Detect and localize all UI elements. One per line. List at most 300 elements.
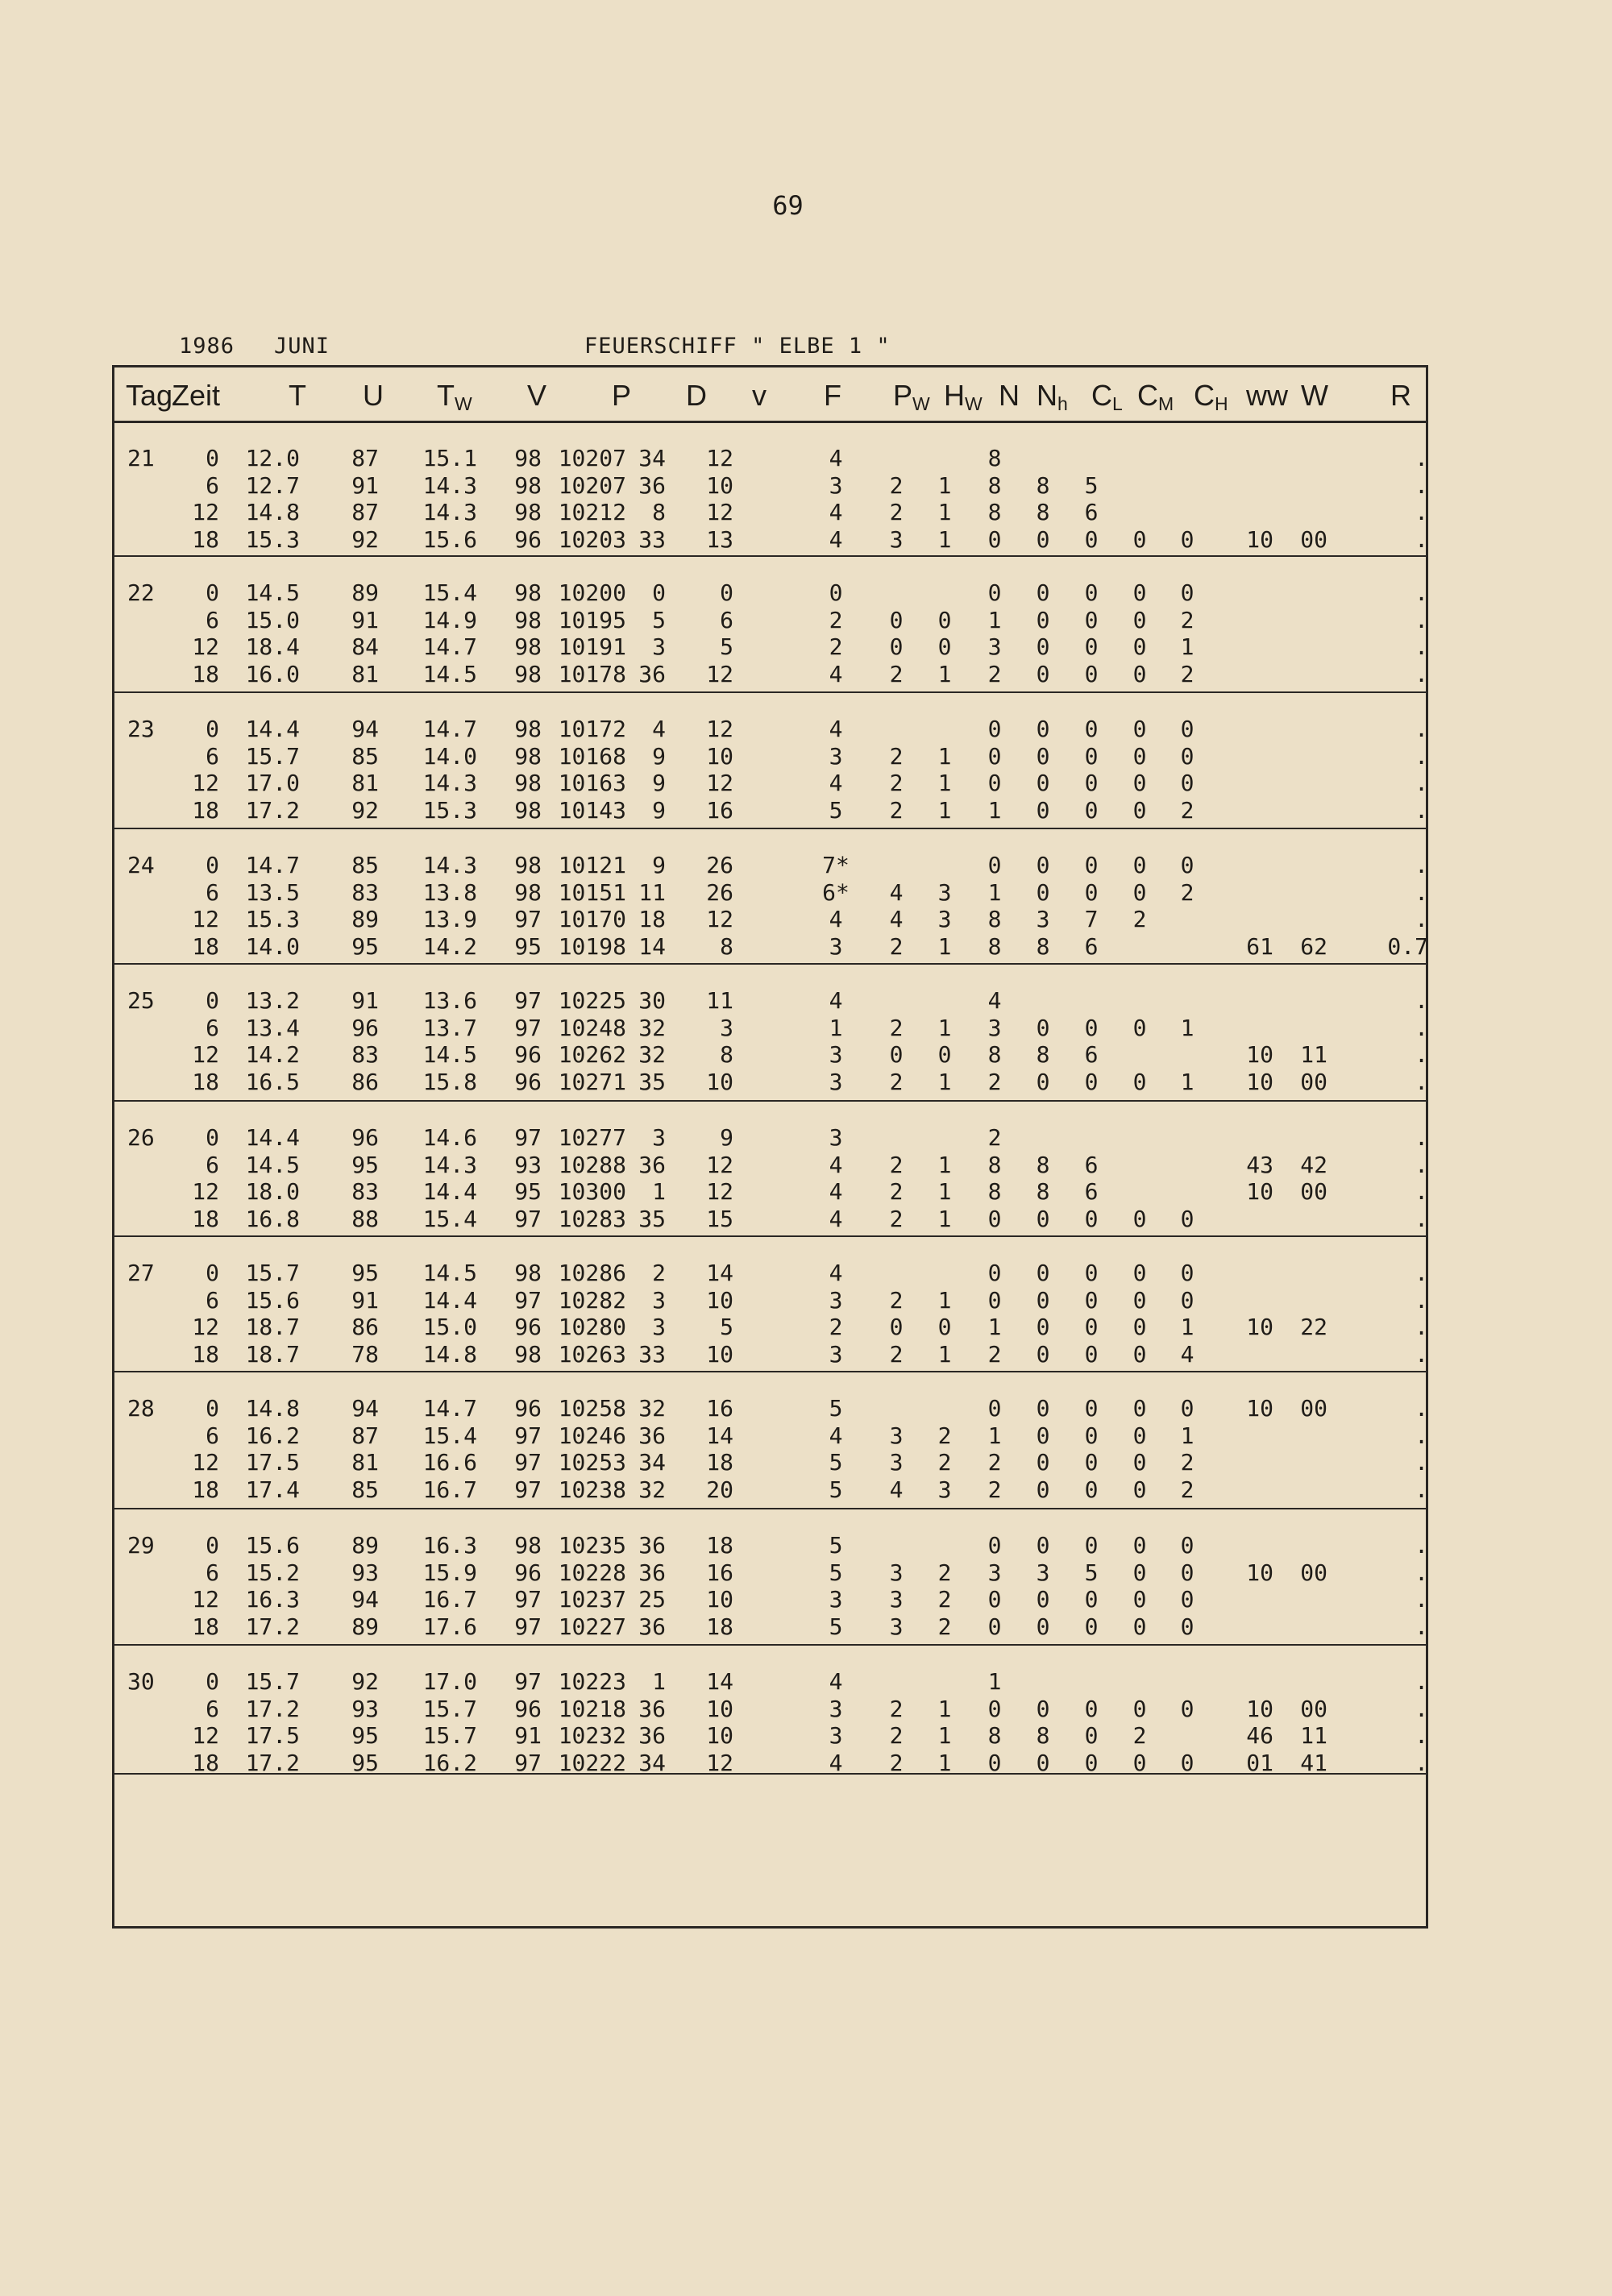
cell-zeit: 6: [206, 471, 219, 499]
col-hw: $H_W$: [944, 379, 983, 414]
cell-nh: 0: [1036, 1422, 1050, 1449]
cell-nh: 0: [1036, 878, 1050, 906]
cell-ch: 0: [1180, 1586, 1194, 1613]
cell-cl: 0: [1084, 716, 1099, 742]
cell-zeit: 0: [206, 1395, 219, 1422]
cell-v: 98: [514, 1340, 542, 1368]
col-pw: $P_W$: [893, 379, 930, 414]
cell-t: 17.2: [245, 796, 300, 824]
cell-nh: 0: [1036, 852, 1050, 878]
cell-vs: 10: [706, 1068, 733, 1095]
cell-nh: 0: [1036, 660, 1050, 687]
cell-cl: 0: [1084, 1586, 1099, 1613]
cell-pw: 2: [889, 1014, 904, 1041]
cell-nh: 3: [1036, 906, 1050, 932]
cell-cm: 0: [1132, 1286, 1147, 1314]
cell-p: 10191: [558, 633, 626, 660]
cell-hw: 1: [937, 1749, 952, 1776]
cell-r: 0.7: [1387, 932, 1428, 960]
cell-vs: 8: [720, 932, 733, 960]
cell-d: 36: [638, 1695, 666, 1722]
col-tag: Tag: [126, 379, 173, 412]
cell-cm: 0: [1132, 660, 1147, 687]
cell-v: 97: [514, 1422, 542, 1449]
cell-ch: 2: [1180, 660, 1194, 687]
cell-vs: 5: [720, 633, 733, 660]
cell-vs: 16: [706, 1559, 733, 1586]
day-group: [114, 1235, 1426, 1372]
col-nh: $N_h$: [1037, 379, 1068, 414]
col-d: D: [686, 379, 707, 412]
cell-pw: 0: [889, 606, 904, 633]
cell-f: 4: [829, 1205, 843, 1232]
cell-zeit: 6: [206, 1014, 219, 1041]
cell-u: 93: [351, 1695, 379, 1722]
cell-u: 89: [351, 906, 379, 932]
cell-d: 9: [652, 742, 666, 770]
cell-tw: 14.6: [422, 1124, 477, 1151]
cell-t: 17.2: [245, 1613, 300, 1640]
cell-ww: 43: [1246, 1151, 1273, 1178]
cell-vs: 18: [706, 1532, 733, 1559]
cell-d: 34: [638, 1449, 666, 1476]
cell-pw: 3: [889, 525, 904, 553]
cell-zeit: 18: [192, 1749, 219, 1776]
cell-f: 5: [829, 1559, 843, 1586]
cell-p: 10258: [558, 1395, 626, 1422]
cell-p: 10235: [558, 1532, 626, 1559]
cell-hw: 0: [937, 606, 952, 633]
cell-ww: 10: [1246, 1068, 1273, 1095]
cell-d: 4: [652, 716, 666, 742]
cell-vs: 10: [706, 742, 733, 770]
cell-t: 17.2: [245, 1695, 300, 1722]
table-row: [114, 499, 1426, 526]
cell-ch: 1: [1180, 1422, 1194, 1449]
cell-vs: 15: [706, 1205, 733, 1232]
cell-tw: 14.3: [422, 471, 477, 499]
cell-ww: 01: [1246, 1749, 1273, 1776]
cell-tw: 14.2: [422, 932, 477, 960]
cell-hw: 1: [937, 796, 952, 824]
cell-zeit: 6: [206, 1422, 219, 1449]
cell-tw: 13.9: [422, 906, 477, 932]
cell-ch: 0: [1180, 1286, 1194, 1314]
cell-f: 2: [829, 1314, 843, 1340]
cell-v: 97: [514, 1449, 542, 1476]
cell-p: 10198: [558, 932, 626, 960]
cell-cm: 0: [1132, 606, 1147, 633]
table-row: [114, 1696, 1426, 1723]
cell-d: 5: [652, 606, 666, 633]
cell-w: 11: [1300, 1722, 1327, 1749]
cell-hw: 2: [937, 1422, 952, 1449]
cell-hw: 0: [937, 1041, 952, 1068]
day-tag: 23: [127, 716, 155, 742]
cell-ch: 1: [1180, 633, 1194, 660]
cell-d: 36: [638, 1559, 666, 1586]
cell-zeit: 0: [206, 852, 219, 878]
cell-zeit: 18: [192, 1068, 219, 1095]
cell-f: 4: [829, 987, 843, 1014]
cell-t: 13.4: [245, 1014, 300, 1041]
cell-w: 41: [1300, 1749, 1327, 1776]
cell-zeit: 12: [192, 770, 219, 796]
cell-d: 32: [638, 1476, 666, 1503]
cell-p: 10223: [558, 1668, 626, 1695]
cell-u: 87: [351, 1422, 379, 1449]
cell-r: .: [1415, 1014, 1428, 1041]
cell-tw: 14.3: [422, 852, 477, 878]
cell-ch: 0: [1180, 1532, 1194, 1559]
cell-ww: 61: [1246, 932, 1273, 960]
cell-v: 98: [514, 499, 542, 525]
cell-v: 96: [514, 1695, 542, 1722]
header-month: JUNI: [274, 334, 330, 359]
cell-n: 1: [987, 1314, 1002, 1340]
cell-vs: 5: [720, 1314, 733, 1340]
cell-vs: 12: [706, 445, 733, 471]
cell-w: 00: [1300, 1395, 1327, 1422]
table-row: [114, 852, 1426, 879]
cell-w: 62: [1300, 932, 1327, 960]
cell-cm: 0: [1132, 1532, 1147, 1559]
table-row: [114, 1178, 1426, 1206]
cell-nh: 0: [1036, 1260, 1050, 1286]
day-tag: 30: [127, 1668, 155, 1695]
cell-v: 98: [514, 633, 542, 660]
cell-n: 2: [987, 660, 1002, 687]
cell-t: 14.4: [245, 1124, 300, 1151]
cell-v: 98: [514, 796, 542, 824]
cell-f: 3: [829, 1041, 843, 1068]
cell-tw: 13.8: [422, 878, 477, 906]
cell-ch: 1: [1180, 1014, 1194, 1041]
table-row: [114, 1015, 1426, 1042]
cell-u: 87: [351, 445, 379, 471]
cell-p: 10227: [558, 1613, 626, 1640]
cell-n: 8: [987, 1151, 1002, 1178]
cell-zeit: 6: [206, 878, 219, 906]
cell-w: 00: [1300, 1695, 1327, 1722]
cell-cl: 0: [1084, 1340, 1099, 1368]
cell-t: 14.4: [245, 716, 300, 742]
cell-cl: 0: [1084, 852, 1099, 878]
cell-zeit: 0: [206, 1260, 219, 1286]
cell-nh: 8: [1036, 1722, 1050, 1749]
cell-u: 91: [351, 987, 379, 1014]
cell-v: 98: [514, 471, 542, 499]
cell-p: 10172: [558, 716, 626, 742]
cell-v: 98: [514, 660, 542, 687]
cell-tw: 16.2: [422, 1749, 477, 1776]
cell-zeit: 18: [192, 1613, 219, 1640]
cell-w: 00: [1300, 525, 1327, 553]
cell-v: 97: [514, 906, 542, 932]
cell-zeit: 6: [206, 1286, 219, 1314]
cell-cl: 0: [1084, 796, 1099, 824]
cell-vs: 0: [720, 579, 733, 606]
cell-pw: 0: [889, 1041, 904, 1068]
cell-r: .: [1415, 1532, 1428, 1559]
table-row: [114, 1395, 1426, 1422]
cell-r: .: [1415, 633, 1428, 660]
day-tag: 26: [127, 1124, 155, 1151]
cell-r: .: [1415, 906, 1428, 932]
table-row: [114, 797, 1426, 824]
cell-u: 95: [351, 1722, 379, 1749]
cell-p: 10262: [558, 1041, 626, 1068]
cell-v: 98: [514, 742, 542, 770]
cell-n: 0: [987, 525, 1002, 553]
cell-u: 89: [351, 1532, 379, 1559]
cell-r: .: [1415, 1695, 1428, 1722]
cell-n: 2: [987, 1449, 1002, 1476]
day-group: [114, 963, 1426, 1102]
cell-nh: 0: [1036, 579, 1050, 606]
cell-v: 97: [514, 1124, 542, 1151]
cell-n: 0: [987, 716, 1002, 742]
day-group: [114, 421, 1426, 557]
cell-u: 87: [351, 499, 379, 525]
cell-cm: 0: [1132, 1449, 1147, 1476]
cell-tw: 15.7: [422, 1695, 477, 1722]
cell-pw: 4: [889, 878, 904, 906]
table-row: [114, 1260, 1426, 1287]
cell-n: 0: [987, 1695, 1002, 1722]
cell-u: 81: [351, 770, 379, 796]
cell-tw: 16.7: [422, 1586, 477, 1613]
cell-cm: 0: [1132, 1476, 1147, 1503]
day-tag: 28: [127, 1395, 155, 1422]
table-row: [114, 633, 1426, 661]
cell-nh: 8: [1036, 932, 1050, 960]
cell-tw: 14.8: [422, 1340, 477, 1368]
cell-d: 34: [638, 1749, 666, 1776]
cell-d: 36: [638, 1613, 666, 1640]
cell-t: 15.7: [245, 1260, 300, 1286]
cell-r: .: [1415, 1205, 1428, 1232]
cell-v: 97: [514, 1586, 542, 1613]
cell-f: 3: [829, 1586, 843, 1613]
cell-f: 7*: [822, 852, 850, 878]
cell-zeit: 12: [192, 499, 219, 525]
cell-hw: 2: [937, 1586, 952, 1613]
cell-d: 33: [638, 1340, 666, 1368]
day-tag: 24: [127, 852, 155, 878]
cell-d: 1: [652, 1178, 666, 1205]
cell-pw: 2: [889, 1340, 904, 1368]
cell-zeit: 18: [192, 1476, 219, 1503]
cell-vs: 12: [706, 770, 733, 796]
cell-f: 4: [829, 499, 843, 525]
cell-t: 14.5: [245, 579, 300, 606]
cell-t: 18.0: [245, 1178, 300, 1205]
cell-vs: 12: [706, 1151, 733, 1178]
cell-u: 81: [351, 1449, 379, 1476]
cell-r: .: [1415, 770, 1428, 796]
cell-tw: 15.0: [422, 1314, 477, 1340]
cell-p: 10280: [558, 1314, 626, 1340]
cell-r: .: [1415, 525, 1428, 553]
cell-n: 1: [987, 796, 1002, 824]
cell-tw: 14.7: [422, 1395, 477, 1422]
cell-nh: 8: [1036, 1041, 1050, 1068]
cell-u: 86: [351, 1314, 379, 1340]
cell-u: 95: [351, 1151, 379, 1178]
cell-n: 0: [987, 1395, 1002, 1422]
cell-tw: 14.4: [422, 1286, 477, 1314]
cell-u: 94: [351, 716, 379, 742]
cell-u: 95: [351, 1260, 379, 1286]
cell-nh: 0: [1036, 1286, 1050, 1314]
cell-f: 5: [829, 1449, 843, 1476]
cell-r: .: [1415, 1749, 1428, 1776]
day-group: [114, 828, 1426, 965]
day-group: [114, 1371, 1426, 1509]
table-row: [114, 987, 1426, 1015]
cell-u: 85: [351, 742, 379, 770]
cell-nh: 0: [1036, 1205, 1050, 1232]
cell-p: 10143: [558, 796, 626, 824]
cell-ch: 0: [1180, 579, 1194, 606]
cell-zeit: 18: [192, 525, 219, 553]
cell-tw: 14.5: [422, 1260, 477, 1286]
cell-n: 8: [987, 499, 1002, 525]
table-row: [114, 1041, 1426, 1069]
col-n: N: [999, 379, 1020, 412]
cell-d: 35: [638, 1205, 666, 1232]
cell-f: 3: [829, 471, 843, 499]
cell-f: 3: [829, 742, 843, 770]
cell-zeit: 18: [192, 1205, 219, 1232]
cell-f: 5: [829, 1613, 843, 1640]
cell-d: 30: [638, 987, 666, 1014]
cell-tw: 14.4: [422, 1178, 477, 1205]
cell-p: 10218: [558, 1695, 626, 1722]
cell-d: 3: [652, 1314, 666, 1340]
cell-hw: 1: [937, 1340, 952, 1368]
cell-n: 8: [987, 1178, 1002, 1205]
cell-n: 8: [987, 471, 1002, 499]
cell-v: 96: [514, 525, 542, 553]
cell-u: 83: [351, 1041, 379, 1068]
cell-d: 32: [638, 1395, 666, 1422]
table-row: [114, 1449, 1426, 1476]
cell-cl: 0: [1084, 1014, 1099, 1041]
cell-v: 98: [514, 445, 542, 471]
table-row: [114, 1750, 1426, 1777]
cell-d: 9: [652, 852, 666, 878]
cell-t: 17.5: [245, 1722, 300, 1749]
cell-p: 10203: [558, 525, 626, 553]
cell-t: 15.0: [245, 606, 300, 633]
cell-v: 97: [514, 1668, 542, 1695]
cell-t: 14.0: [245, 932, 300, 960]
cell-tw: 14.3: [422, 499, 477, 525]
cell-u: 86: [351, 1068, 379, 1095]
cell-ch: 1: [1180, 1068, 1194, 1095]
cell-tw: 14.3: [422, 1151, 477, 1178]
cell-v: 97: [514, 1014, 542, 1041]
cell-t: 18.7: [245, 1340, 300, 1368]
cell-cm: 0: [1132, 716, 1147, 742]
cell-t: 17.2: [245, 1749, 300, 1776]
cell-vs: 3: [720, 1014, 733, 1041]
cell-nh: 8: [1036, 471, 1050, 499]
cell-v: 96: [514, 1395, 542, 1422]
cell-tw: 14.7: [422, 633, 477, 660]
cell-hw: 1: [937, 770, 952, 796]
col-p: P: [612, 379, 632, 412]
cell-d: 36: [638, 660, 666, 687]
table-row: [114, 1314, 1426, 1341]
cell-n: 0: [987, 1749, 1002, 1776]
table-row: [114, 1069, 1426, 1096]
cell-cl: 0: [1084, 878, 1099, 906]
cell-ch: 2: [1180, 796, 1194, 824]
cell-f: 4: [829, 1151, 843, 1178]
cell-pw: 2: [889, 1722, 904, 1749]
cell-cm: 0: [1132, 1559, 1147, 1586]
table-row: [114, 716, 1426, 743]
cell-tw: 16.3: [422, 1532, 477, 1559]
cell-v: 96: [514, 1314, 542, 1340]
cell-f: 3: [829, 932, 843, 960]
cell-cl: 0: [1084, 1068, 1099, 1095]
col-v: V: [527, 379, 547, 412]
cell-v: 96: [514, 1559, 542, 1586]
cell-n: 2: [987, 1068, 1002, 1095]
cell-v: 97: [514, 1286, 542, 1314]
cell-zeit: 12: [192, 906, 219, 932]
cell-hw: 1: [937, 742, 952, 770]
cell-pw: 2: [889, 1286, 904, 1314]
cell-pw: 2: [889, 1205, 904, 1232]
cell-r: .: [1415, 1395, 1428, 1422]
cell-p: 10200: [558, 579, 626, 606]
cell-d: 36: [638, 1532, 666, 1559]
cell-nh: 0: [1036, 796, 1050, 824]
cell-cm: 0: [1132, 525, 1147, 553]
cell-v: 97: [514, 1476, 542, 1503]
cell-d: 18: [638, 906, 666, 932]
cell-tw: 15.1: [422, 445, 477, 471]
cell-cl: 5: [1084, 471, 1099, 499]
cell-t: 14.7: [245, 852, 300, 878]
cell-tw: 15.3: [422, 796, 477, 824]
cell-cm: 0: [1132, 1613, 1147, 1640]
col-ww: ww: [1246, 379, 1288, 412]
cell-d: 3: [652, 1286, 666, 1314]
day-group: [114, 691, 1426, 829]
cell-r: .: [1415, 1668, 1428, 1695]
cell-p: 10286: [558, 1260, 626, 1286]
cell-f: 4: [829, 1422, 843, 1449]
cell-zeit: 0: [206, 1532, 219, 1559]
col-r: R: [1390, 379, 1411, 412]
cell-v: 97: [514, 987, 542, 1014]
cell-f: 4: [829, 716, 843, 742]
cell-f: 3: [829, 1340, 843, 1368]
cell-cm: 0: [1132, 1695, 1147, 1722]
cell-tw: 14.3: [422, 770, 477, 796]
cell-zeit: 6: [206, 742, 219, 770]
cell-v: 97: [514, 1205, 542, 1232]
col-ch: $C_H$: [1194, 379, 1228, 414]
col-u: U: [363, 379, 384, 412]
cell-n: 0: [987, 1205, 1002, 1232]
